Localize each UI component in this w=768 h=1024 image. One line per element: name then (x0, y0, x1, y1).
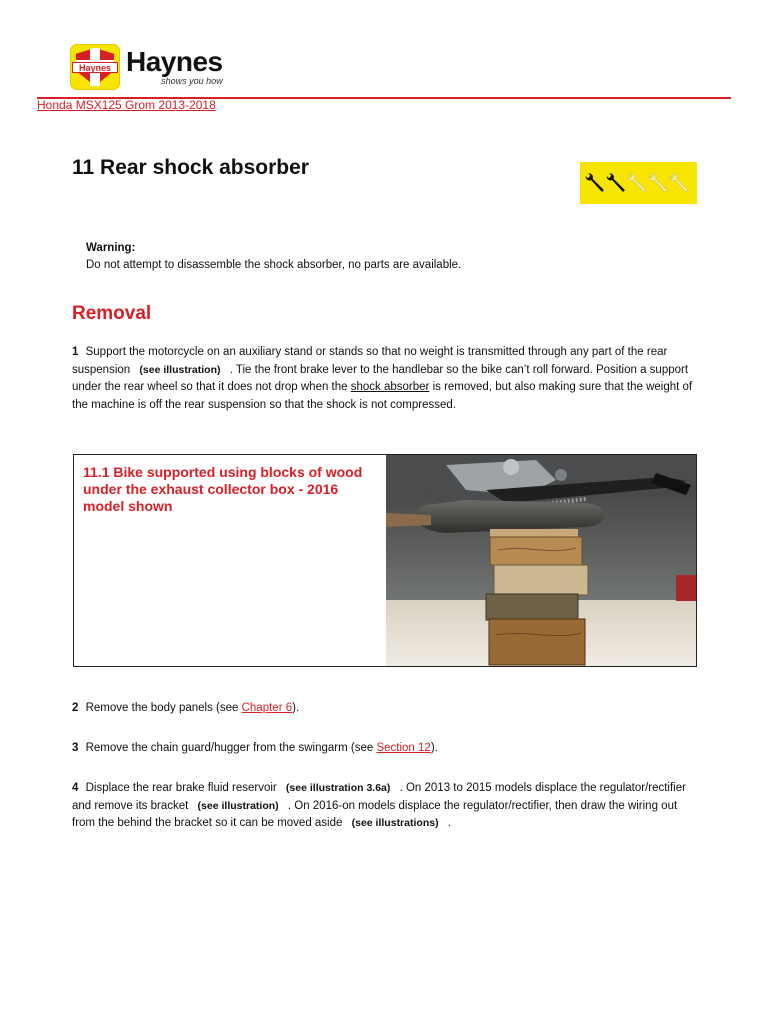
step-1: 1 Support the motorcycle on an auxiliary stand or stands so that no weight is transmitted through any part of the rear suspension (see illustration) . Tie the front brake lever to the handlebar so the bike can’t roll forward. Position a support under the rear wheel so that it does not drop when the shock absorber is removed, but also making sure that the weight of the machine is off the rear suspension so that the shock is not compressed. (72, 346, 693, 411)
section-link[interactable]: Section 12 (376, 742, 431, 754)
step-4: 4 Displace the rear brake fluid reservoir (see illustration 3.6a) . On 2013 to 2015 models displace the regulator/rectifier and remove its bracket (see illustration) . On 2016-on models displace the regulator/rectifier, then draw the wiring out from the behind the bracket so it can be moved aside (see illustrations) . (72, 782, 686, 830)
badge-text: Haynes (72, 62, 118, 73)
step-3: 3 Remove the chain guard/hugger from the swingarm (see Section 12). (72, 742, 438, 754)
figure-box (73, 454, 697, 667)
wrench-icon-empty (646, 171, 669, 195)
section-heading-removal: Removal (72, 303, 152, 324)
breadcrumb-link[interactable]: Honda MSX125 Grom 2013-2018 (37, 98, 216, 112)
step-2: 2 Remove the body panels (see Chapter 6). (72, 702, 300, 714)
warning-text: Do not attempt to disassemble the shock absorber, no parts are available. (86, 259, 462, 271)
figure-caption: 11.1 Bike supported using blocks of wood under the exhaust collector box - 2016 model shown (83, 464, 363, 514)
illustration-ref[interactable]: (see illustration) (197, 799, 279, 812)
illustration-ref[interactable]: (see illustration 3.6a) (285, 782, 391, 794)
wrench-icon-empty (667, 171, 690, 195)
brand-name: Haynes (126, 45, 223, 77)
haynes-badge-icon (70, 44, 120, 90)
illustration-ref[interactable]: (see illustrations) (351, 817, 439, 830)
step-number: 1 (72, 346, 79, 358)
brand-tagline: shows you how (161, 75, 223, 86)
wrench-icon-filled (604, 171, 627, 195)
warning-note (86, 240, 461, 274)
illustration-ref[interactable]: (see illustration) (139, 363, 221, 376)
warning-label: Warning: (86, 242, 136, 254)
chapter-link[interactable]: Chapter 6 (241, 702, 293, 714)
figure-photo (386, 455, 696, 666)
page-title: 11 Rear shock absorber (72, 156, 309, 179)
wrench-icon-empty (625, 171, 648, 195)
haynes-logo (70, 44, 223, 90)
wrench-icon-filled (583, 171, 606, 195)
glossary-link[interactable]: shock absorber (350, 381, 430, 394)
difficulty-rating (580, 162, 697, 204)
